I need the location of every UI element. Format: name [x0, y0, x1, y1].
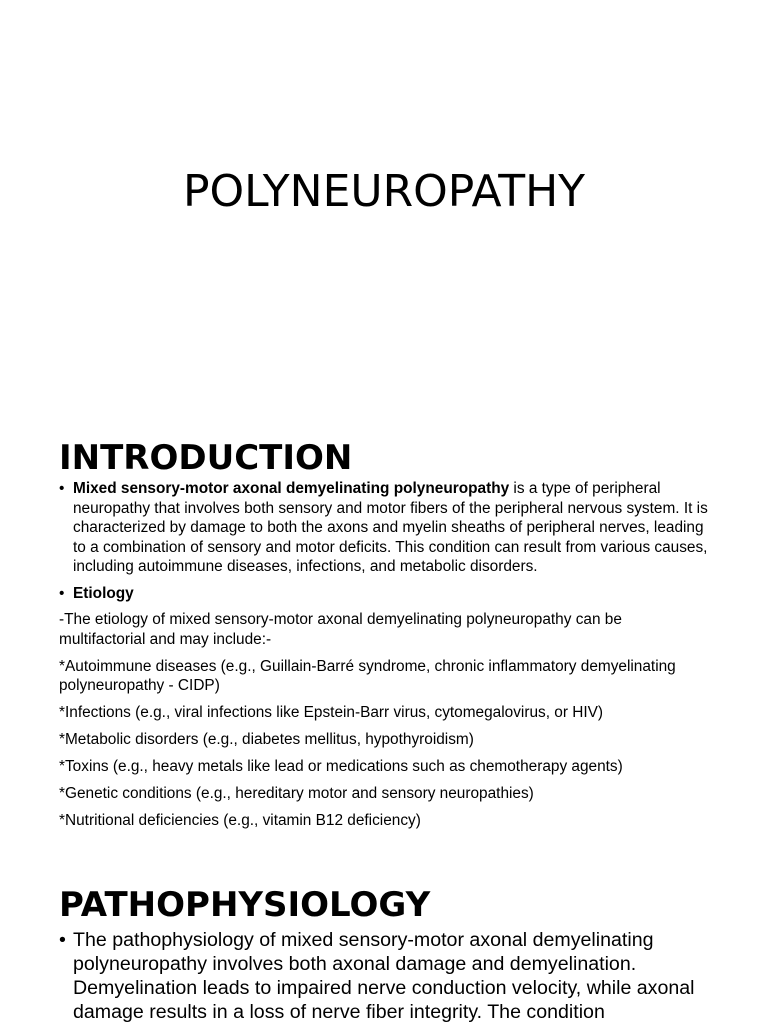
etiology-intro-paragraph: -The etiology of mixed sensory-motor axonal demyelinating polyneuropathy can be multifactorial and may include:- [59, 611, 622, 648]
pathophysiology-body [59, 928, 709, 1031]
bullet-icon: • [59, 584, 65, 602]
etiology-item-genetic: *Genetic conditions (e.g., hereditary motor and sensory neuropathies) [59, 785, 534, 802]
etiology-item-infections: *Infections (e.g., viral infections like Epstein-Barr virus, cytomegalovirus, or HIV) [59, 704, 604, 721]
bullet-icon: • [59, 929, 66, 951]
bold-term: Mixed sensory-motor axonal demyelinating polyneuropathy [73, 480, 510, 497]
bullet-paragraph-definition [59, 479, 709, 577]
etiology-item-autoimmune: *Autoimmune diseases (e.g., Guillain-Barré syndrome, chronic inflammatory demyelinating polyneuropathy - CIDP) [59, 657, 676, 694]
section-heading-pathophysiology: PATHOPHYSIOLOGY [59, 885, 431, 925]
bullet-paragraph-pathophysiology [59, 928, 709, 1024]
etiology-item-nutritional: *Nutritional deficiencies (e.g., vitamin B12 deficiency) [59, 812, 421, 829]
bullet-icon: • [59, 480, 65, 497]
etiology-item-metabolic: *Metabolic disorders (e.g., diabetes mellitus, hypothyroidism) [59, 731, 474, 748]
section-heading-introduction: INTRODUCTION [59, 438, 353, 478]
definition-text: is a type of peripheral neuropathy that involves both sensory and motor fibers of the peripheral nervous system. It is characterized by damage to both the axons and myelin sheaths of peripheral nerves, leading to a combination of sensory and motor deficits. This condition can result from various causes, including autoimmune diseases, infections, and metabolic disorders. [73, 480, 708, 575]
etiology-item-toxins: *Toxins (e.g., heavy metals like lead or medications such as chemotherapy agents) [59, 758, 623, 775]
bullet-paragraph-etiology [59, 584, 709, 604]
etiology-label: Etiology [73, 584, 134, 602]
page-title: POLYNEUROPATHY [182, 166, 586, 217]
pathophysiology-text: The pathophysiology of mixed sensory-motor axonal demyelinating polyneuropathy involves both axonal damage and demyelination. Demyelination leads to impaired nerve conduction velocity, while axonal damage results in a loss of nerve fiber integrity. The condition [73, 929, 695, 1023]
introduction-body [59, 479, 709, 838]
